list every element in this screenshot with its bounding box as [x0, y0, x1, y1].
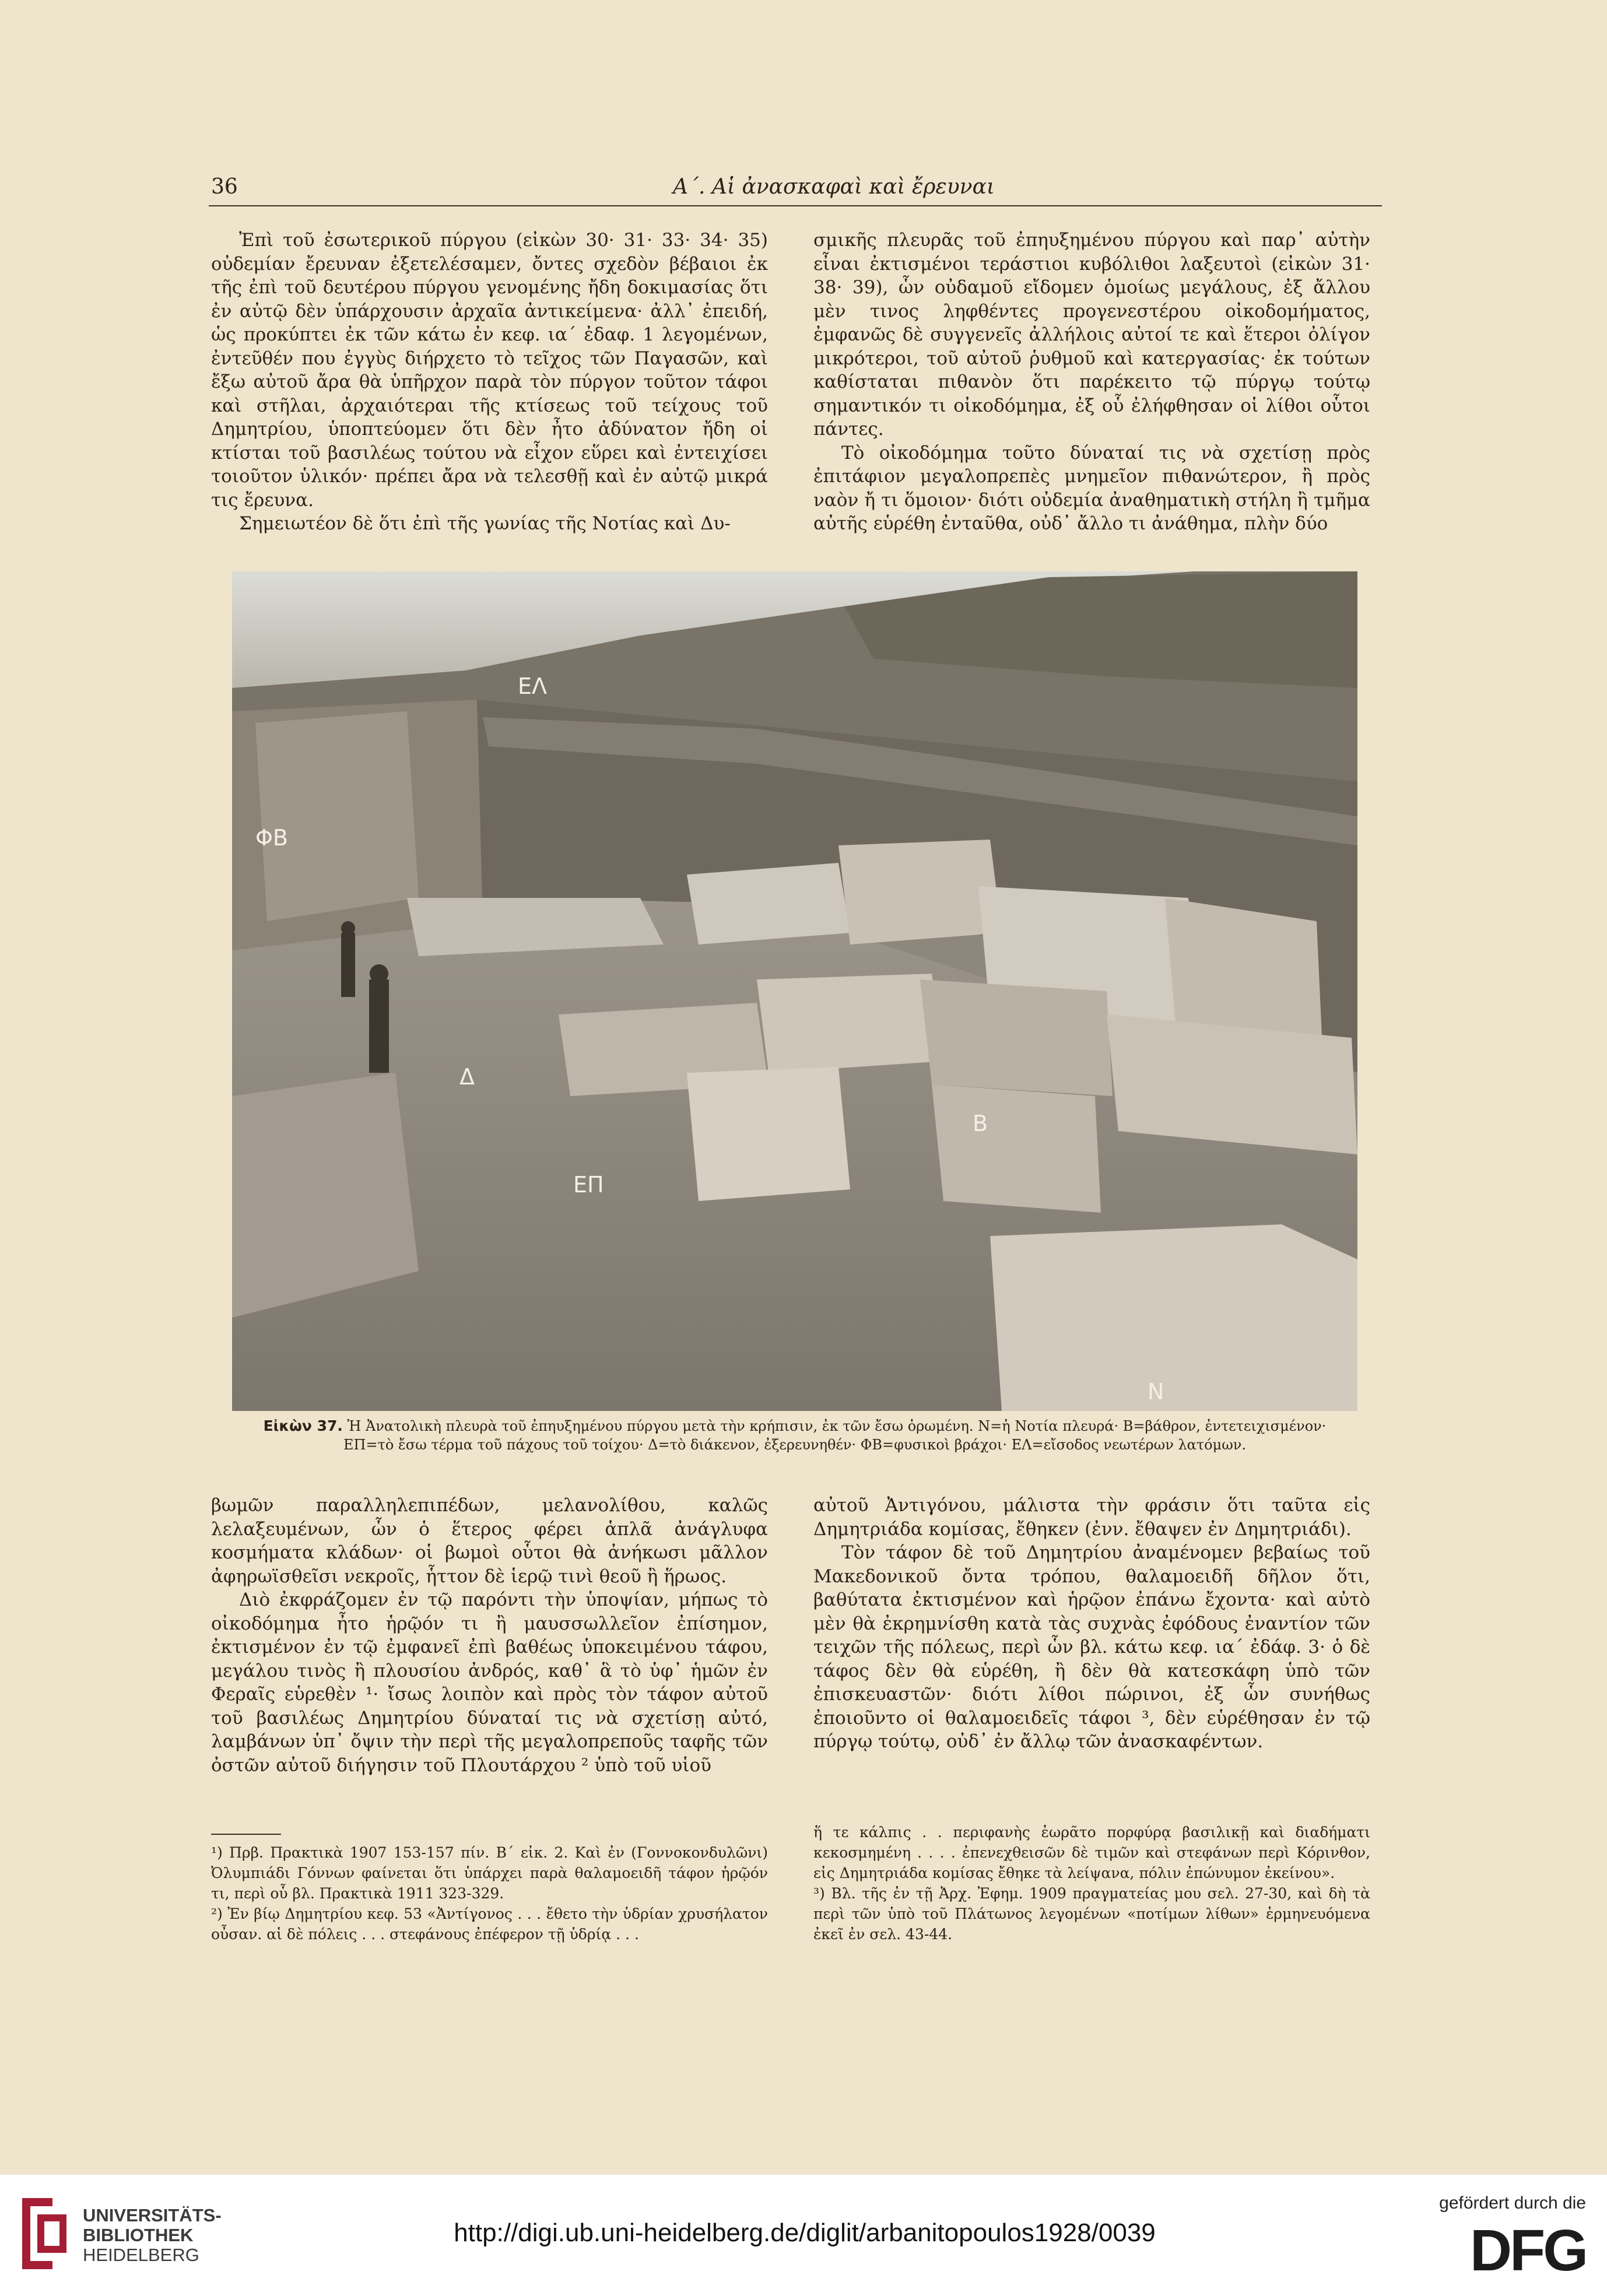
paragraph: αὐτοῦ Ἀντιγόνου, μάλιστα τὴν φράσιν ὅτι ταῦτα εἰς Δημητριάδα κομίσας, ἔθηκεν (ἐνν. ἔθαψεν ἐν Δημητριάδι).: [813, 1495, 1370, 1540]
photo-label-b: Β: [973, 1111, 988, 1136]
caption-line-2: ΕΠ=τὸ ἔσω τέρμα τοῦ πάχους τοῦ τοίχου· Δ=τὸ διάκενον, ἐξερευνηθέν· ΦΒ=φυσικοὶ βράχοι· ΕΛ=εἴσοδος νεωτέρων λατόμων.: [343, 1437, 1246, 1453]
text-column-top-left: [211, 229, 768, 543]
paragraph: σμικῆς πλευρᾶς τοῦ ἐπηυξημένου πύργου καὶ παρ᾽ αὐτὴν εἶναι ἐκτισμένοι τεράστιοι κυβόλιθοι λαξευτοὶ (εἰκὼν 31· 38· 39), ὧν οὐδαμοῦ εἴδομεν ὁμοίως μεγάλους, ἐξ ἄλλου μὲν τινος ληφθέντες προγενεστέρου οἰκοδομήματος, ἐμφανῶς δὲ συγγενεῖς ἀλλήλοις αὐτοί τε καὶ ἕτεροι ὀλίγον μικρότεροι, τοῦ αὐτοῦ ῥυθμοῦ καὶ κατεργασίας· ἐκ τούτων καθίσταται πιθανὸν ὅτι παρέκειτο τῷ πύργῳ τούτῳ σημαντικόν τι οἰκοδόμημα, ἐξ οὗ ἐλήφθησαν οἱ λίθοι οὗτοι πάντες.: [813, 230, 1370, 440]
paragraph: Τὸ οἰκοδόμημα τοῦτο δύναταί τις νὰ σχετίσῃ πρὸς ἐπιτάφιον μεγαλοπρεπὲς μνημεῖον πιθανώτερον, ἢ πρὸς ναὸν ἤ τι ὅμοιον· διότι οὐδεμία ἀναθηματικὴ στήλη ἢ τμῆμα αὐτῆς εὑρέθη ἐνταῦθα, οὐδ᾽ ἄλλο τι ἀνάθημα, πλὴν δύο: [813, 442, 1370, 534]
text-column-top-right: [813, 229, 1370, 543]
footnote: ²) Ἐν βίῳ Δημητρίου κεφ. 53 «Ἀντίγονος . . . ἔθετο τὴν ὑδρίαν χρυσήλατον οὖσαν. αἱ δὲ πόλεις . . . στεφάνους ἐπέφερον τῇ ὑδρίᾳ . . .: [211, 1905, 768, 1943]
footnotes-left: [211, 1842, 768, 1944]
caption-label: Εἰκὼν 37.: [263, 1417, 343, 1434]
photo-label-fb: ΦΒ: [255, 825, 288, 851]
footnote: ³) Βλ. τῆς ἐν τῇ Ἀρχ. Ἐφημ. 1909 πραγματείας μου σελ. 27-30, καὶ δὴ τὰ περὶ τῶν ὑπὸ τοῦ Πλάτωνος λεγομένων «ποτίμων λίθων» ἑρμηνευόμενα ἐκεῖ ἐν σελ. 43-44.: [813, 1885, 1370, 1943]
footnote: ἥ τε κάλπις . . περιφανὴς ἑωρᾶτο πορφύρᾳ βασιλικῇ καὶ διαδήματι κεκοσμημένη . . . . ἐπενεχθεισῶν δὲ τιμῶν καὶ στεφάνων περὶ Κόρινθον, εἰς Δημητριάδα κομίσας ἔθηκε τὰ λείψανα, πόλιν ἐπώνυμον ἐκείνου».: [813, 1824, 1370, 1881]
paragraph: Ἐπὶ τοῦ ἐσωτερικοῦ πύργου (εἰκὼν 30· 31· 33· 34· 35) οὐδεμίαν ἔρευναν ἐξετελέσαμεν, ὄντες σχεδὸν βέβαιοι ἐκ τῆς ἐπὶ τοῦ δευτέρου πύργου γενομένης ἤδη δοκιμασίας ὅτι ἐν αὐτῷ δὲν ὑπάρχουσιν ἀρχαῖα ἀντικείμενα· ἀλλ᾽ ἐπειδή, ὡς προκύπτει ἐκ τῶν κάτω ἐν κεφ. ια΄ ἐδαφ. 1 λεγομένων, ἐντεῦθέν που ἐγγὺς διήρχετο τὸ τεῖχος τῶν Παγασῶν, καὶ ἔξω αὐτοῦ ἄρα θὰ ὑπῆρχον παρὰ τὸν πύργον τοῦτον τάφοι καὶ στῆλαι, ἀρχαιότεραι τῆς κτίσεως τοῦ τείχους τοῦ Δημητρίου, ὑποπτεύομεν ὅτι δὲν ἦτο ἀδύνατον ἤδη οἱ κτίσται τοῦ βασιλέως τούτου νὰ εἶχον εὕρει καὶ ἐντειχίσει τοιοῦτον ὑλικόν· πρέπει ἄρα νὰ τελεσθῇ καὶ ἐν αὐτῷ μικρά τις ἔρευνα.: [211, 230, 768, 511]
paragraph: βωμῶν παραλληλεπιπέδων, μελανολίθου, καλῶς λελαξευμένων, ὧν ὁ ἕτερος φέρει ἁπλᾶ ἀνάγλυφα κοσμήματα κλάδων· οἱ βωμοὶ οὗτοι θὰ ἀνήκωσι μᾶλλον ἀφηρωϊσθεῖσι νεκροῖς, ἧττον δὲ ἱερῷ τινὶ θεοῦ ἢ ἥρωος.: [211, 1495, 768, 1587]
library-name: [83, 2206, 222, 2265]
library-line-1: UNIVERSITÄTS-: [83, 2205, 222, 2225]
page-number: 36: [211, 175, 238, 199]
library-line-3: HEIDELBERG: [83, 2245, 199, 2265]
text-column-bottom-right: [813, 1494, 1370, 1791]
caption-line-1: Ἡ Ἀνατολικὴ πλευρὰ τοῦ ἐπηυξημένου πύργου μετὰ τὴν κρήπισιν, ἐκ τῶν ἔσω ὁρωμένη. Ν=ἡ Νοτία πλευρά· Β=βάθρον, ἐντετειχισμένον·: [347, 1418, 1327, 1434]
figure-caption: [232, 1417, 1357, 1454]
funding-note: gefördert durch die: [1439, 2193, 1586, 2213]
photo-label-n: Ν: [1148, 1379, 1164, 1405]
footnotes-right: [813, 1822, 1370, 1944]
dfg-logo: DFG: [1469, 2218, 1586, 2283]
footnote-rule: [211, 1834, 281, 1835]
excavation-photograph: [232, 571, 1357, 1411]
running-title: Α΄. Αἱ ἀνασκαφαὶ καὶ ἔρευναι: [673, 175, 995, 199]
paragraph: Σημειωτέον δὲ ὅτι ἐπὶ τῆς γωνίας τῆς Νοτίας καὶ Δυ-: [239, 513, 731, 534]
footnote: ¹) Πρβ. Πρακτικὰ 1907 153-157 πίν. Β΄ εἰκ. 2. Καὶ ἐν (Γοννοκονδυλῶνι) Ὀλυμπιάδι Γόννων φαίνεται ὅτι ὑπάρχει παρὰ θαλαμοειδῆ τάφον ἡρῷόν τι, περὶ οὗ βλ. Πρακτικὰ 1911 323-329.: [211, 1844, 768, 1902]
photo-label-el: ΕΛ: [518, 673, 548, 699]
paragraph: Τὸν τάφον δὲ τοῦ Δημητρίου ἀναμένομεν βεβαίως τοῦ Μακεδονικοῦ ὄντα τρόπου, θαλαμοειδῆ δῆλον ὅτι, βαθύτατα ἐκτισμένον καὶ ἡρῷον ἐπάνω ἔχοντα· καὶ αὐτὸ μὲν θὰ ἐκρημνίσθη κατὰ τὰς συχνὰς ἐφόδους ἐναντίον τῶν τειχῶν τῆς πόλεως, περὶ ὧν βλ. κάτω κεφ. ια΄ ἐδάφ. 3· ὁ δὲ τάφος δὲν θὰ εὑρέθη, ἢ δὲν θὰ κατεσκάφη ὑπὸ τῶν ἐπισκευαστῶν· διότι λίθοι πώρινοι, ἐξ ὧν συνήθως ἐποιοῦντο οἱ θαλαμοειδεῖς τάφοι ³, δὲν εὑρέθησαν ἐν τῷ πύργῳ τούτῳ, οὐδ᾽ ἐν ἄλλῳ τῶν ἀνασκαφέντων.: [813, 1542, 1370, 1752]
photograph-rendering: [232, 571, 1357, 1411]
text-column-bottom-left: [211, 1494, 768, 1820]
photo-label-ep: ΕΠ: [573, 1172, 604, 1198]
paragraph: Διὸ ἐκφράζομεν ἐν τῷ παρόντι τὴν ὑποψίαν, μήπως τὸ οἰκοδόμημα ἦτο ἡρῷόν τι ἢ μαυσσωλλεῖον ἐπίσημον, ἐκτισμένον ἐν τῷ ἐμφανεῖ ἐπὶ βαθέως ὑποκειμένου τάφου, μεγάλου τινὸς ἢ πλουσίου ἀνδρός, καθ᾽ ἃ τὸ ὑφ᾽ ἡμῶν ἐν Φεραῖς εὑρεθὲν ¹· ἴσως λοιπὸν καὶ πρὸς τὸν τάφον αὐτοῦ τοῦ βασιλέως Δημητρίου δύναταί τις νὰ σχετίσῃ αὐτό, λαμβάνων ὑπ᾽ ὄψιν τὴν περὶ τῆς μεγαλοπρεποῦς ταφῆς τῶν ὀστῶν αὐτοῦ διήγησιν τοῦ Πλουτάρχου ² ὑπὸ τοῦ υἱοῦ: [211, 1589, 768, 1776]
source-url-link[interactable]: http://digi.ub.uni-heidelberg.de/diglit/arbanitopoulos1928/0039: [454, 2218, 1156, 2247]
photo-label-d: Δ: [459, 1064, 475, 1090]
library-line-2: BIBLIOTHEK: [83, 2225, 194, 2245]
header-rule: [209, 205, 1382, 206]
university-library-logo-icon: [17, 2192, 71, 2274]
